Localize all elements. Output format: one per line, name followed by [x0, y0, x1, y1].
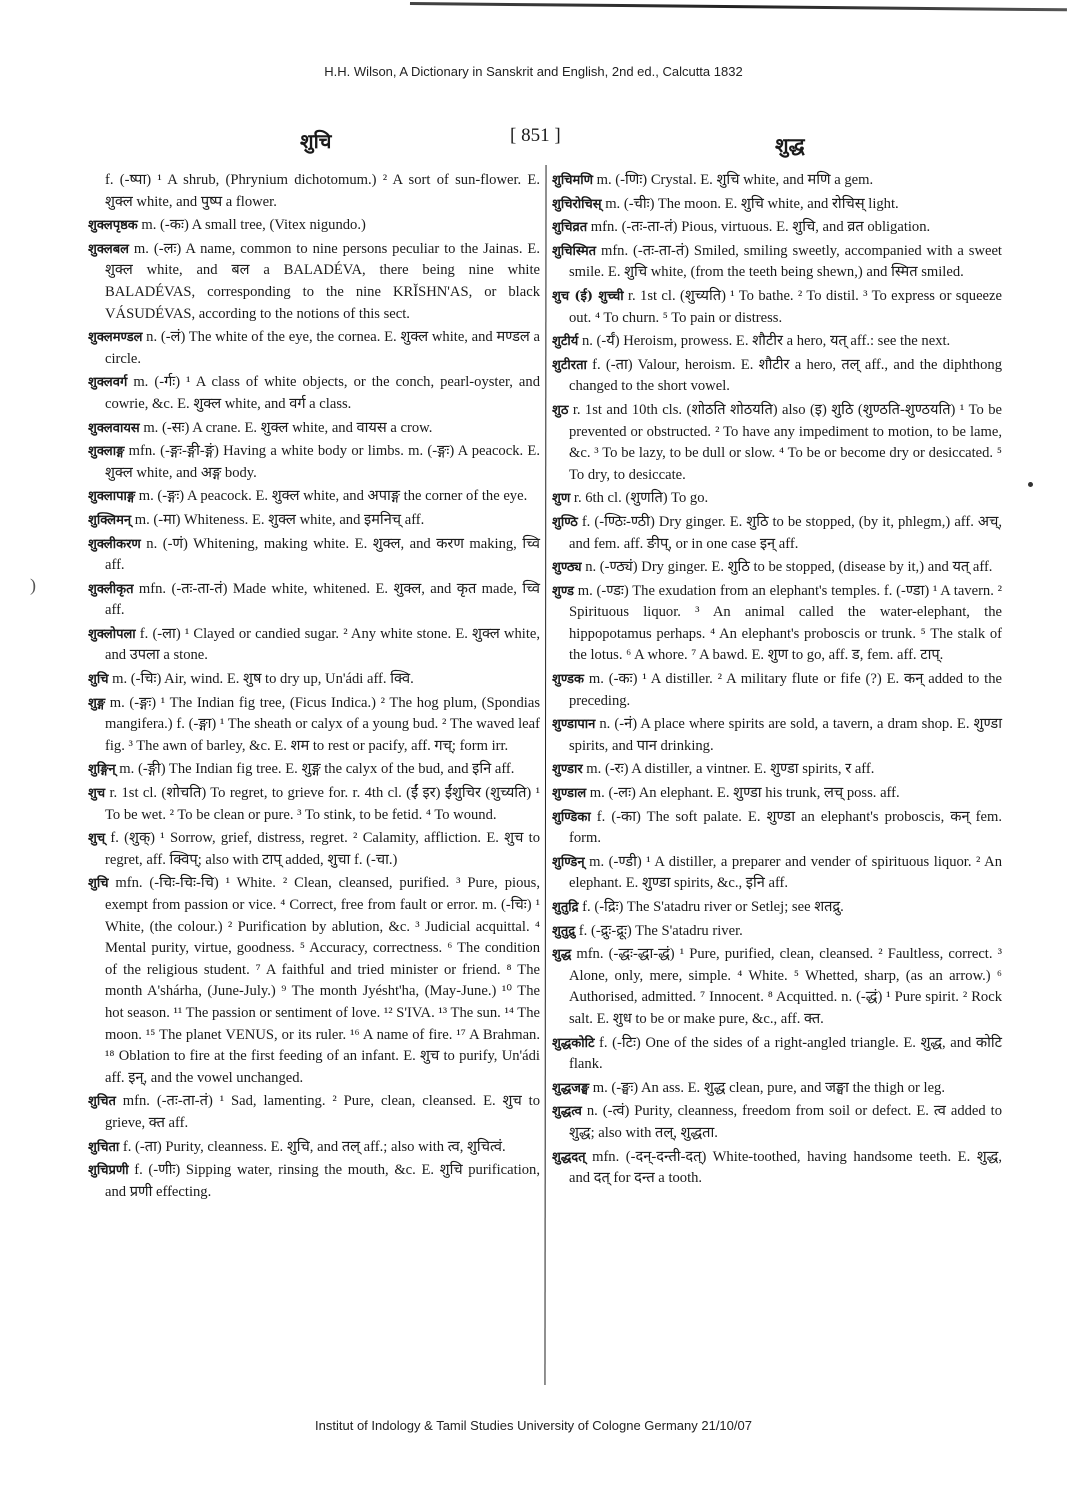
headword: शुण: [552, 491, 571, 507]
definition: mfn. (-ङ्गः-ङ्गी-ङ्गं) Having a white body or limbs. m. (-ङ्गः) A peacock. E. शुक्ल white, and अङ्ग body.: [105, 443, 540, 481]
dictionary-entry: [88, 239, 540, 325]
dictionary-entry: [88, 828, 540, 871]
dictionary-entry: [552, 783, 1002, 805]
dictionary-entry: [552, 512, 1002, 555]
headword: शुच्: [88, 831, 106, 847]
page-number: [ 851 ]: [510, 125, 561, 146]
headword: शुक्लोपला: [88, 626, 136, 642]
definition: m. (-ण्डः) The exudation from an elephant's temples. f. (-ण्डा) ¹ A tavern. ² Spirituous liquor. ³ An animal called the water-elephant, the hippopotamus perhaps. ⁴ An elephant's proboscis or trunk. ⁵ The stalk of the lotus. ⁶ A whore. ⁷ A bawd. E. शुण to go, aff. ड, fem. aff. टाप्.: [569, 582, 1002, 664]
running-head: H.H. Wilson, A Dictionary in Sanskrit and English, 2nd ed., Calcutta 1832: [324, 64, 743, 79]
headword: शुचि: [88, 672, 109, 688]
right-column: [552, 170, 1002, 1192]
definition: m. (-मा) Whiteness. E. शुक्ल white, and इमनिच् aff.: [131, 511, 425, 528]
dictionary-entry: [88, 170, 540, 213]
dictionary-entry: [552, 217, 1002, 239]
definition: n. (-नं) A place where spirits are sold, a tavern, a dram shop. E. शुण्डा spirits, and पान drinking.: [569, 716, 1002, 754]
headword: शुङ्ग: [88, 695, 106, 711]
definition: f. (-का) The soft palate. E. शुण्डा an elephant's proboscis, कन् fem. form.: [569, 808, 1002, 847]
headword: शुद्धदत्: [552, 1149, 586, 1165]
definition: f. (-ता) Valour, heroism. E. शौटीर a hero, तल् aff., and the diphthong changed to the short vowel.: [569, 356, 1002, 395]
headword: शुक्लबल: [88, 241, 129, 257]
dictionary-entry: [88, 1137, 540, 1159]
headword: शुण्डाल: [552, 786, 587, 802]
dictionary-entry: [552, 331, 1002, 353]
definition: m. (-ण्डी) ¹ A distiller, a preparer and vender of spirituous liquor. ² An elephant. E. शुण्डा spirits, &c., इनि aff.: [569, 853, 1002, 892]
headword: शुण्डिन्: [552, 854, 585, 870]
headword: शुच: [88, 786, 106, 802]
headword: शुचित: [88, 1094, 116, 1110]
dictionary-entry: [552, 669, 1002, 712]
dictionary-entry: [88, 327, 540, 370]
definition: mfn. (-तः-ता-तं) Pious, virtuous. E. शुचि, and व्रत obligation.: [587, 219, 931, 236]
dictionary-entry: [88, 486, 540, 508]
headword: शुण्ठ्य: [552, 560, 582, 576]
dictionary-entry: [88, 372, 540, 415]
column-divider: [544, 165, 546, 1385]
dictionary-entry: [552, 557, 1002, 579]
headword: शुक्लवायस: [88, 420, 140, 436]
headword: शुङ्गिन्: [88, 762, 116, 778]
definition: f. (-णीः) Sipping water, rinsing the mouth, &c. E. शुचि purification, and प्रणी effecting.: [105, 1162, 540, 1200]
headword: शुचिता: [88, 1139, 120, 1155]
headword: शुठ: [552, 402, 569, 418]
margin-mark: ): [30, 575, 36, 595]
dictionary-entry: [552, 1078, 1002, 1100]
definition: m. (-ङ्गः) A peacock. E. शुक्ल white, and अपाङ्ग the corner of the eye.: [135, 488, 528, 505]
definition: f. (शुक्) ¹ Sorrow, grief, distress, regret. ² Calamity, affliction. E. शुच to regret, aff. क्विप्; also with टाप् added, शुचा f. (-चा.): [105, 830, 540, 868]
dictionary-entry: [88, 1091, 540, 1134]
headword: शुचिमणि: [552, 173, 594, 188]
dictionary-entry: [552, 241, 1002, 284]
headword: शुक्लपृष्ठक: [88, 218, 138, 234]
dictionary-entry: [88, 441, 540, 484]
definition: m. (-सः) A crane. E. शुक्ल white, and वायस a crow.: [139, 419, 433, 436]
headword: शुद्ध: [552, 947, 572, 963]
right-guide-word: शुद्ध: [775, 133, 805, 157]
headword: शुण्ठि: [552, 514, 578, 530]
headword: शुटीरता: [552, 357, 587, 373]
page-header: [0, 125, 1067, 155]
dictionary-entry: [552, 400, 1002, 486]
definition: m. (-चिः) Air, wind. E. शुष to dry up, Un'ádi aff. क्वि.: [108, 671, 414, 688]
headword: शुक्लीकृत: [88, 581, 134, 597]
definition: f. (-ण्ठिः-ण्ठी) Dry ginger. E. शुठि to be stopped, (by it, phlegm,) aff. अच्, and fem. aff. ङीप्, or in one case इन् aff.: [569, 513, 1002, 552]
definition: m. (-ङ्गी) The Indian fig tree. E. शुङ्ग the calyx of the bud, and इनि aff.: [115, 761, 515, 778]
definition: f. (-ता) Purity, cleanness. E. शुचि, and तल् aff.; also with त्व, शुचित्वं.: [119, 1138, 506, 1155]
footer: Institut of Indology & Tamil Studies University of Cologne Germany 21/10/07: [315, 1418, 752, 1433]
dictionary-entry: [552, 581, 1002, 667]
dictionary-entry: [552, 488, 1002, 510]
ink-dot: [1028, 482, 1033, 487]
dictionary-entry: [88, 1160, 540, 1203]
definition: n. (-लं) The white of the eye, the cornea. E. शुक्ल white, and मण्डल a circle.: [105, 329, 540, 367]
dictionary-entry: [88, 759, 540, 781]
definition: f. (-टिः) One of the sides of a right-angled triangle. E. शुद्ध, and कोटि flank.: [569, 1034, 1002, 1073]
definition: n. (-ण्ठ्यं) Dry ginger. E. शुठि to be stopped, (disease by it,) and यत् aff.: [581, 559, 993, 576]
headword: शुतुद्रि: [552, 900, 579, 915]
dictionary-entry: [88, 534, 540, 577]
definition: f. (-द्रिः) The S'atadru river or Setlej; see शतद्रु.: [578, 899, 844, 915]
dictionary-entry: [88, 510, 540, 532]
definition: r. 1st and 10th cls. (शोठति शोठयति) also (इ) शुठि (शुण्ठति-शुण्ठयति) ¹ To be prevented or obstructed. ² To have any impediment to motion, to be lame, &c. ³ To be lazy, to be dull or slow. ⁴ To be or become dry or desiccated. ⁵ To dry, to desiccate.: [568, 401, 1002, 483]
definition: m. (-णिः) Crystal. E. शुचि white, and मणि a gem.: [593, 172, 874, 188]
definition: m. (-कः) A small tree, (Vitex nigundo.): [137, 217, 366, 234]
headword: शुक्लिमन्: [88, 512, 132, 528]
left-column: [88, 170, 540, 1205]
definition: f. (-द्रुः-द्रूः) The S'atadru river.: [575, 922, 743, 939]
dictionary-entry: [88, 418, 540, 440]
dictionary-entry: [552, 921, 1002, 943]
definition: m. (-लः) An elephant. E. शुण्डा his trunk, लच् poss. aff.: [586, 785, 900, 802]
headword: शुटीर्य: [552, 334, 579, 350]
dictionary-entry: [552, 1033, 1002, 1076]
definition: m. (-ङ्घः) An ass. E. शुद्ध clean, pure, and जङ्घा the thigh or leg.: [589, 1079, 946, 1096]
definition: r. 1st cl. (शोचति) To regret, to grieve for. r. 4th cl. (ईं इर) ईंशुचिर (शुच्यति) ¹ To be wet. ² To be clean or pure. ³ To stink, to be fetid. ⁴ To wound.: [105, 785, 540, 823]
dictionary-entry: [552, 852, 1002, 895]
dictionary-entry: [88, 873, 540, 1089]
headword: शुचिस्मित: [552, 243, 597, 259]
headword: शुचिव्रत: [552, 220, 588, 236]
dictionary-entry: [88, 783, 540, 826]
headword: शुक्लवर्ग: [88, 375, 128, 391]
headword: शुद्धजङ्घ: [552, 1080, 590, 1096]
definition: r. 1st cl. (शुच्यति) ¹ To bathe. ² To distil. ³ To express or squeeze out. ⁴ To churn. ⁵ To pain or distress.: [569, 287, 1002, 326]
headword: शुण्डापान: [552, 717, 596, 733]
dictionary-entry: [88, 669, 540, 691]
dictionary-entry: [552, 1147, 1002, 1190]
definition: mfn. (-द्धः-द्धा-द्धं) ¹ Pure, purified, clean, cleansed. ² Faultless, correct. ³ Alone, only, mere, simple. ⁴ White. ⁵ Whetted, sharp, (as an arrow.) ⁶ Authorised, admitted. ⁷ Innocent. ⁸ Acquitted. n. (-द्धं) ¹ Pure spirit. ² Rock salt. E. शुध to be or make pure, &c., aff. क्त.: [569, 946, 1002, 1027]
definition: m. (-रः) A distiller, a vintner. E. शुण्डा spirits, र aff.: [582, 761, 875, 778]
dictionary-entry: [552, 714, 1002, 757]
dictionary-entry: [552, 807, 1002, 850]
dictionary-entry: [552, 759, 1002, 781]
headword: शुक्लापाङ्ग: [88, 489, 136, 505]
headword: शुद्धकोटि: [552, 1035, 595, 1051]
definition: mfn. (-दन्-दन्ती-दत्) White-toothed, having handsome teeth. E. शुद्ध, and दत् for दन्त a tooth.: [569, 1148, 1002, 1187]
definition: n. (-र्यं) Heroism, prowess. E. शौटीर a hero, यत् aff.: see the next.: [578, 333, 951, 350]
definition: n. (-णं) Whitening, making white. E. शुक्ल, and करण making, च्वि aff.: [105, 535, 540, 574]
dictionary-entry: [552, 1101, 1002, 1144]
dictionary-entry: [552, 944, 1002, 1030]
headword: शुचिरोचिस्: [552, 196, 602, 212]
headword: शुतुद्रु: [552, 923, 576, 939]
definition: m. (-ङ्गः) ¹ The Indian fig tree, (Ficus Indica.) ² The hog plum, (Spondias mangifera.) f. (-ङ्गा) ¹ The sheath or calyx of a young bud. ² The waved leaf fig. ³ The awn of barley, &c. E. शम to rest or pacify, aff. गच्; form irr.: [105, 694, 540, 754]
dictionary-entry: [552, 194, 1002, 216]
definition: n. (-त्वं) Purity, cleanness, freedom from soil or defect. E. त्व added to शुद्ध; also with तल्, शुद्धता.: [569, 1103, 1002, 1141]
definition: m. (-कः) ¹ A distiller. ² A military flute or fife (?) E. कन् added to the preceding.: [569, 671, 1002, 709]
headword: शुण्डक: [552, 672, 584, 688]
headword: शुण्डिका: [552, 809, 591, 825]
definition: mfn. (-तः-ता-तं) Smiled, smiling sweetly, accompanied with a sweet smile. E. शुचि white, (from the teeth being shewn,) and स्मित smiled.: [569, 242, 1002, 281]
dictionary-entry: [552, 355, 1002, 398]
dictionary-entry: [88, 693, 540, 758]
headword: शुद्धत्व: [552, 1104, 582, 1120]
definition: m. (-चीः) The moon. E. शुचि white, and रोचिस् light.: [601, 195, 899, 212]
left-guide-word: शुचि: [300, 129, 332, 153]
dictionary-entry: [88, 215, 540, 237]
definition: r. 6th cl. (शुणति) To go.: [570, 490, 709, 507]
headword: शुक्लाङ्ग: [88, 444, 125, 460]
definition: mfn. (-चिः-चिः-चि) ¹ White. ² Clean, cleansed, purified. ³ Pure, pious, exempt from passion or vice. ⁴ Correct, free from fault or error. m. (-चिः) ¹ White, (the colour.) ² Purification by ablution, &c. ³ Judicial acquittal. ⁴ Mental purity, virtue, goodness. ⁵ Accuracy, correctness. ⁶ The condition of the religious student. ⁷ A faithful and tried minister or friend. ⁸ The month A'shárha, (June-July.) ⁹ The month Jyésht'ha, (May-June.) ¹⁰ The hot season. ¹¹ The passion or sentiment of love. ¹² S'IVA. ¹³ The sun. ¹⁴ The moon. ¹⁵ The planet VENUS, or its ruler. ¹⁶ A name of fire. ¹⁷ A Brahman. ¹⁸ Oblation to fire at the first feeding of an infant. E. शुच to purify, Un'ádi aff. इन्, and the vowel unchanged.: [105, 875, 540, 1086]
dictionary-entry: [88, 579, 540, 622]
definition: mfn. (-तः-ता-तं) ¹ Sad, lamenting. ² Pure, clean, cleansed. E. शुच to grieve, क्त aff.: [105, 1093, 540, 1131]
dictionary-entry: [552, 286, 1002, 329]
definition: mfn. (-तः-ता-तं) Made white, whitened. E. शुक्ल, and कृत made, च्वि aff.: [105, 580, 540, 619]
definition: f. (-ला) ¹ Clayed or candied sugar. ² Any white stone. E. शुक्ल white, and उपला a stone.: [105, 625, 540, 664]
definition: m. (-र्गः) ¹ A class of white objects, or the conch, pearl-oyster, and cowrie, &c. E. शुक्ल white, and वर्ग a class.: [105, 374, 540, 412]
headword: शुच (ई) शुच्ची: [552, 288, 624, 304]
scan-edge-line: [410, 2, 1067, 11]
headword: शुण्ड: [552, 583, 574, 599]
dictionary-entry: [552, 170, 1002, 192]
headword: शुचिप्रणी: [88, 1163, 129, 1179]
headword: शुण्डार: [552, 762, 583, 778]
definition: f. (-ष्पा) ¹ A shrub, (Phrynium dichotomum.) ² A sort of sun-flower. E. शुक्ल white, and पुष्प a flower.: [105, 172, 540, 210]
definition: m. (-लः) A name, common to nine persons peculiar to the Jainas. E. शुक्ल white, and बल a BALADÉVA, there being nine white BALADÉVAS, corresponding to the nine KRĬSHN'AS, or black VÁSUDÉVAS, according to the notions of this sect.: [105, 240, 540, 322]
dictionary-entry: [88, 624, 540, 667]
headword: शुचि: [88, 876, 109, 892]
headword: शुक्लीकरण: [88, 536, 141, 552]
dictionary-entry: [552, 897, 1002, 919]
headword: शुक्लमण्डल: [88, 330, 143, 346]
